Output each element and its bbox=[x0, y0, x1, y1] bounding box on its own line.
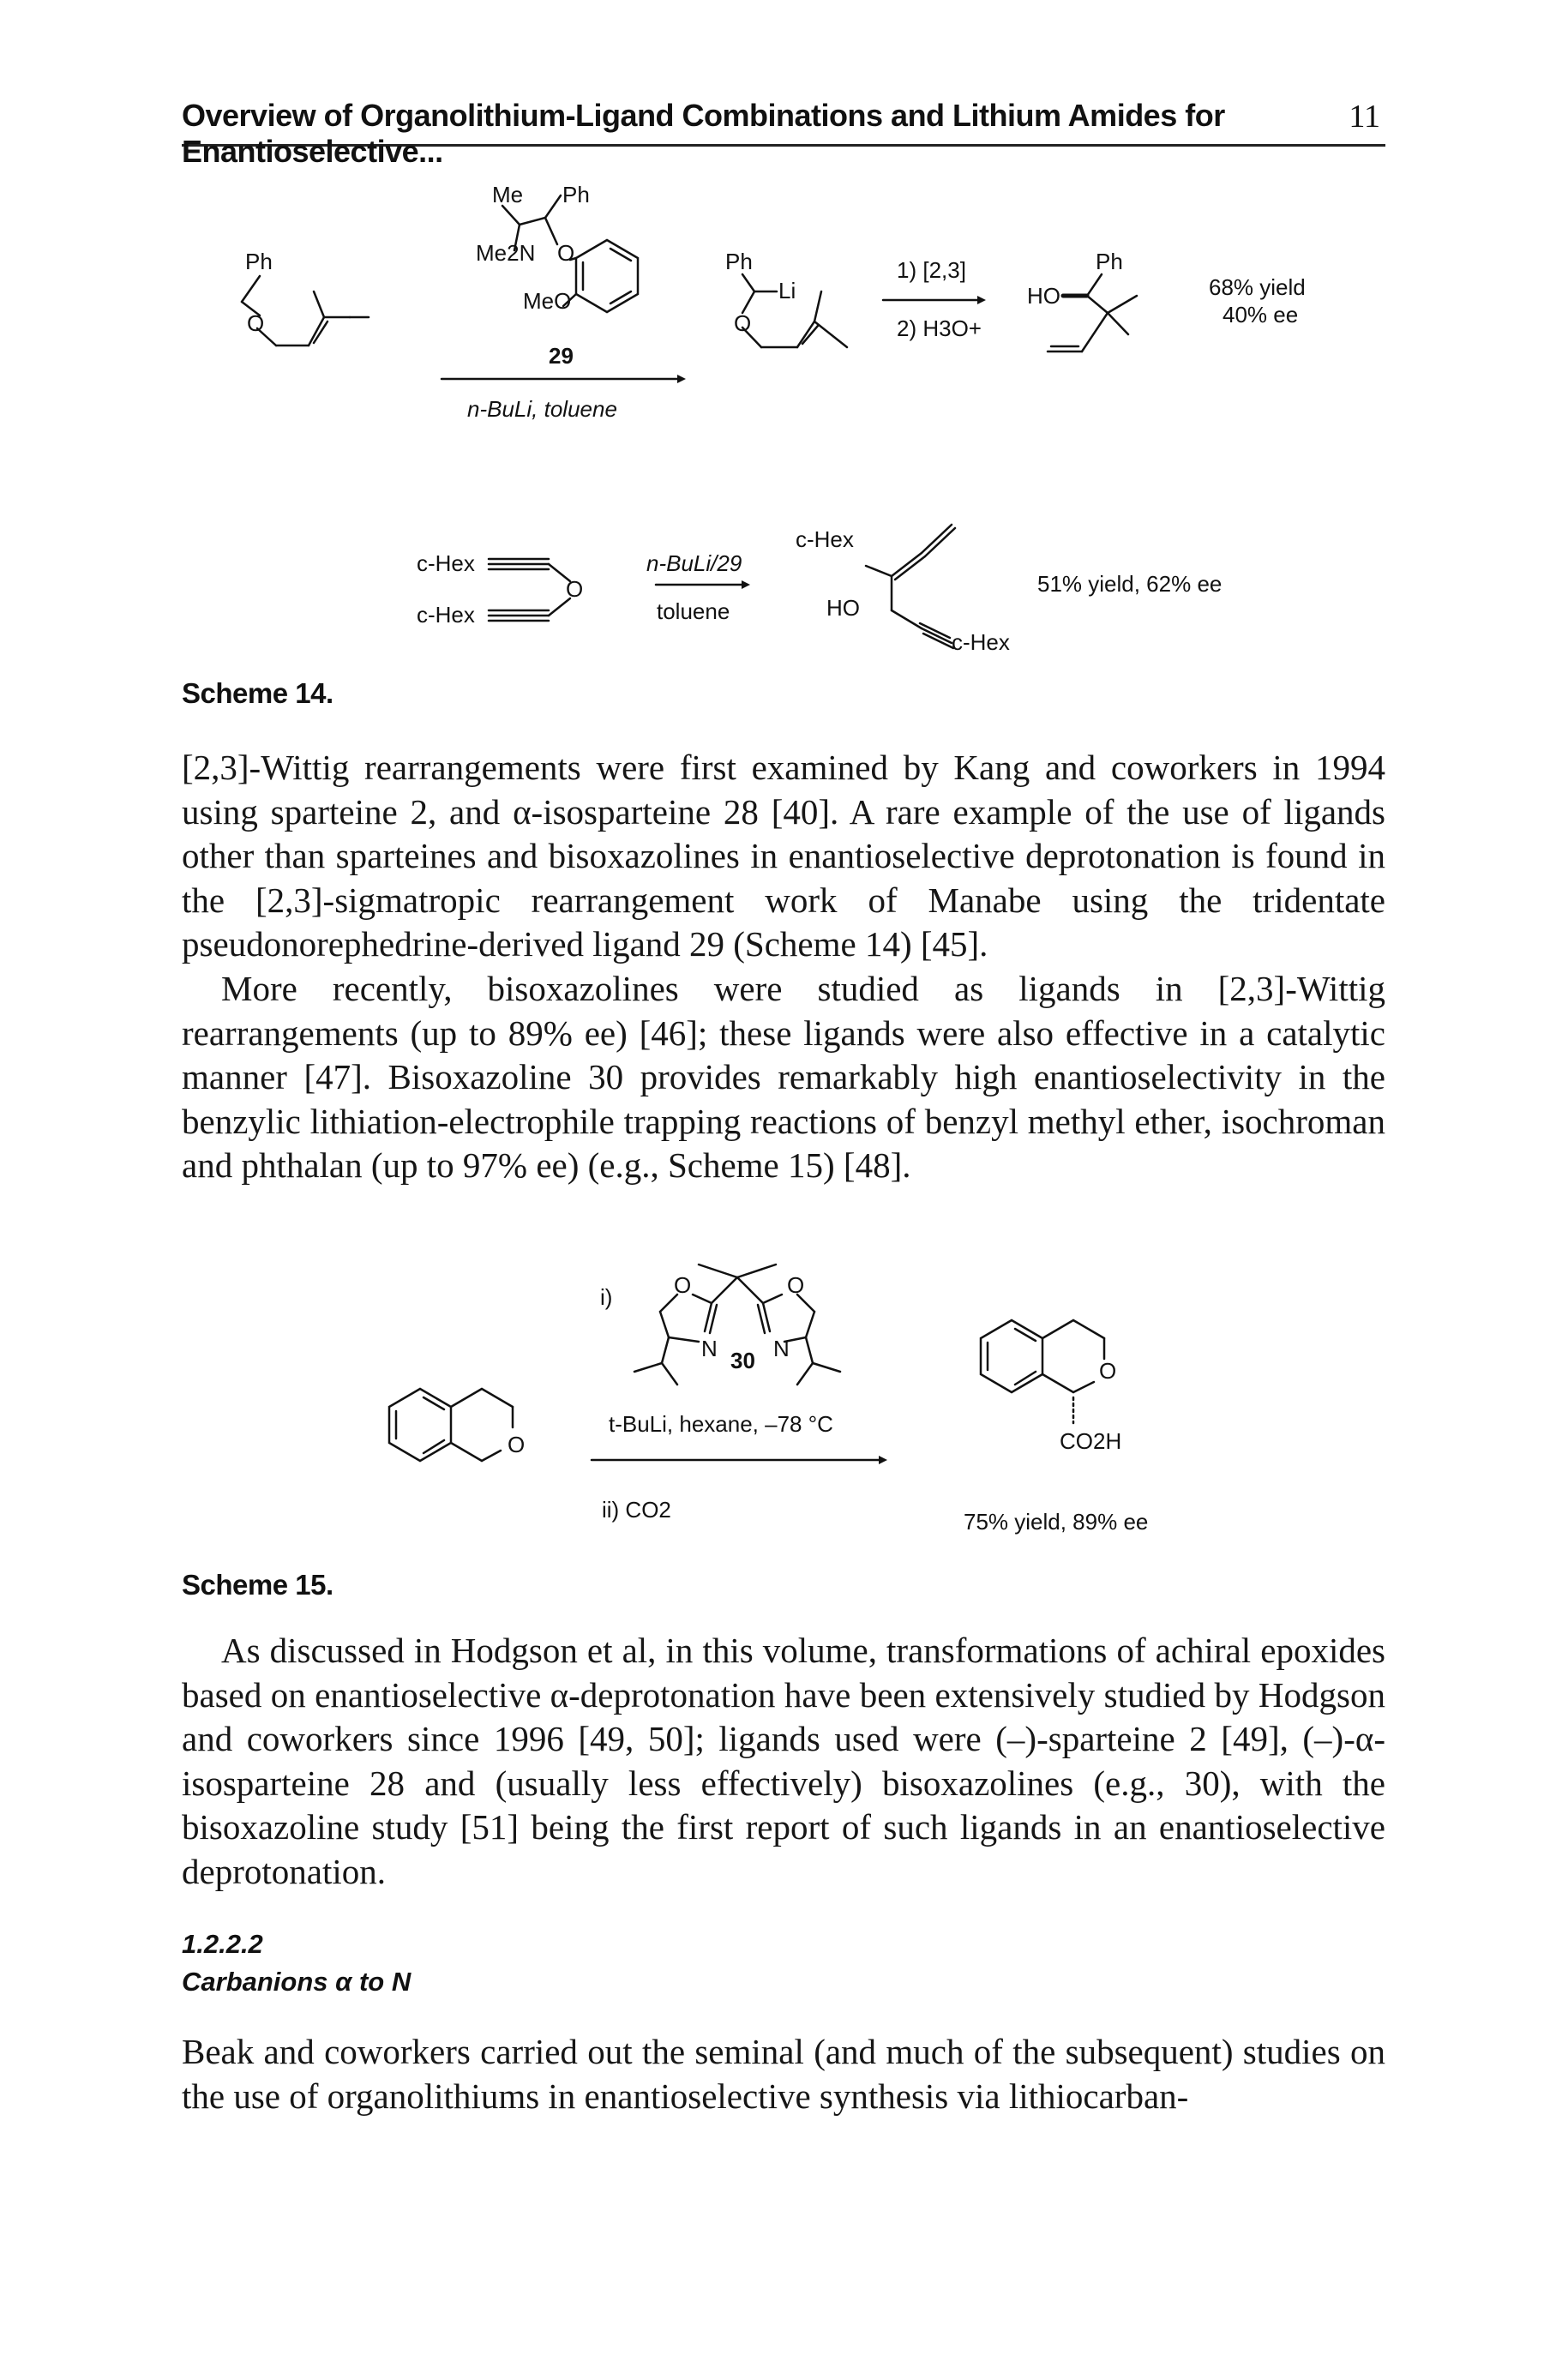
substrate-ph-label: Ph bbox=[245, 249, 273, 274]
step1-label: 1) [2,3] bbox=[897, 257, 966, 283]
reagent2-bottom: toluene bbox=[657, 598, 730, 624]
scheme-14-drawing bbox=[0, 0, 1568, 703]
prod2-chex-bottom: c-Hex bbox=[952, 629, 1010, 655]
result-label: 75% yield, 89% ee bbox=[964, 1509, 1149, 1535]
ligand-nme2-label: Me2N bbox=[476, 240, 536, 266]
chex-bottom-label: c-Hex bbox=[417, 602, 475, 628]
paragraph-1-text: [2,3]-Wittig rearrangements were first examined by Kang and coworkers in 1994 using sparteine 2, and α-isosparteine 28 [40]. A rare example of the use of ligands other than sparteines and bisoxazolines in enantioselective deprotonation is found in the [2,3]-sigmatropic rearrangement work of Manabe using the tridentate pseudonorephedrine-derived ligand 29 (Scheme 14) [45]. bbox=[182, 748, 1385, 964]
intermediate-o-label: O bbox=[734, 310, 752, 336]
step-ii-label: ii) CO2 bbox=[602, 1497, 671, 1523]
section-title: Carbanions α to N bbox=[182, 1967, 412, 1997]
scheme-14-label: Scheme 14. bbox=[182, 677, 333, 709]
ligand-n-left: N bbox=[701, 1336, 718, 1361]
page-number: 11 bbox=[1349, 99, 1380, 135]
section-number: 1.2.2.2 bbox=[182, 1929, 263, 1959]
step2-label: 2) H3O+ bbox=[897, 315, 982, 341]
ligand-o-left: O bbox=[674, 1272, 692, 1298]
result1-yield: 68% yield bbox=[1209, 274, 1306, 300]
result2-label: 51% yield, 62% ee bbox=[1037, 571, 1223, 597]
ligand-o-right: O bbox=[787, 1272, 805, 1298]
intermediate-li-label: Li bbox=[778, 278, 796, 303]
scheme-15-drawing bbox=[0, 1166, 1568, 1612]
reagent2-top: n-BuLi/29 bbox=[646, 550, 742, 576]
ligand-29-number: 29 bbox=[549, 343, 574, 369]
substrate-o-label: O bbox=[247, 310, 265, 336]
running-head-title: Overview of Organolithium-Ligand Combinations and Lithium Amides for Enantioselective... bbox=[182, 98, 1225, 169]
ligand-n-right: N bbox=[773, 1336, 790, 1361]
bis-ether-o-label: O bbox=[566, 576, 584, 602]
intermediate-ph-label: Ph bbox=[725, 249, 753, 274]
reagent-nbuli-toluene: n-BuLi, toluene bbox=[467, 396, 617, 422]
ligand-ph-label: Ph bbox=[562, 182, 590, 207]
paragraph-2-text: More recently, bisoxazolines were studied as ligands in [2,3]-Wittig rearrangements (up to 89% ee) [46]; these ligands were also effective in a catalytic manner [47]. Bisoxazoline 30 provides remarkably high enantioselectivity in the benzylic lithiation-electrophile trapping reactions of benzyl methyl ether, isochroman and phthalan (up to 97% ee) (e.g., Scheme 15) [48]. bbox=[182, 969, 1385, 1185]
body-paragraph-2 bbox=[182, 967, 1385, 1188]
prod2-chex-top: c-Hex bbox=[796, 526, 854, 552]
product-co2h-label: CO2H bbox=[1060, 1428, 1122, 1454]
ligand-30-number: 30 bbox=[730, 1348, 755, 1373]
product-ho-label: HO bbox=[1027, 283, 1060, 309]
paragraph-4-text: Beak and coworkers carried out the seminal (and much of the subsequent) studies on the use of organolithiums in enantioselective synthesis via lithiocarban- bbox=[182, 2032, 1385, 2116]
product-o-label: O bbox=[1099, 1358, 1117, 1384]
scheme-15 bbox=[0, 1166, 1568, 1612]
ligand-me-label: Me bbox=[492, 182, 524, 207]
body-paragraph-4 bbox=[182, 2030, 1385, 2118]
step-i-label: i) bbox=[600, 1284, 613, 1310]
scheme-15-label: Scheme 15. bbox=[182, 1569, 333, 1601]
substrate-o-label: O bbox=[508, 1432, 526, 1457]
product-ph-label: Ph bbox=[1096, 249, 1123, 274]
result1-ee: 40% ee bbox=[1223, 302, 1299, 327]
chex-top-label: c-Hex bbox=[417, 550, 475, 576]
reagent-tbuli: t-BuLi, hexane, –78 °C bbox=[609, 1411, 833, 1437]
body-paragraph-1 bbox=[182, 746, 1385, 967]
scheme-14 bbox=[0, 0, 1568, 709]
paragraph-3-text: As discussed in Hodgson et al, in this volume, transformations of achiral epoxides based on enantioselective α-deprotonation have been extensively studied by Hodgson and coworkers since 1996 [49, 50]; ligands used were (–)-sparteine 2 [49], (–)-α-isosparteine 28 and (usually less effectively) bisoxazolines (e.g., 30), with the bisoxazoline study [51] being the first report of such ligands in an enantioselective deprotonation. bbox=[182, 1631, 1385, 1891]
ligand-o-label: O bbox=[557, 240, 575, 266]
prod2-ho: HO bbox=[826, 595, 860, 621]
body-paragraph-3 bbox=[182, 1629, 1385, 1894]
ligand-meo-label: MeO bbox=[523, 288, 572, 314]
